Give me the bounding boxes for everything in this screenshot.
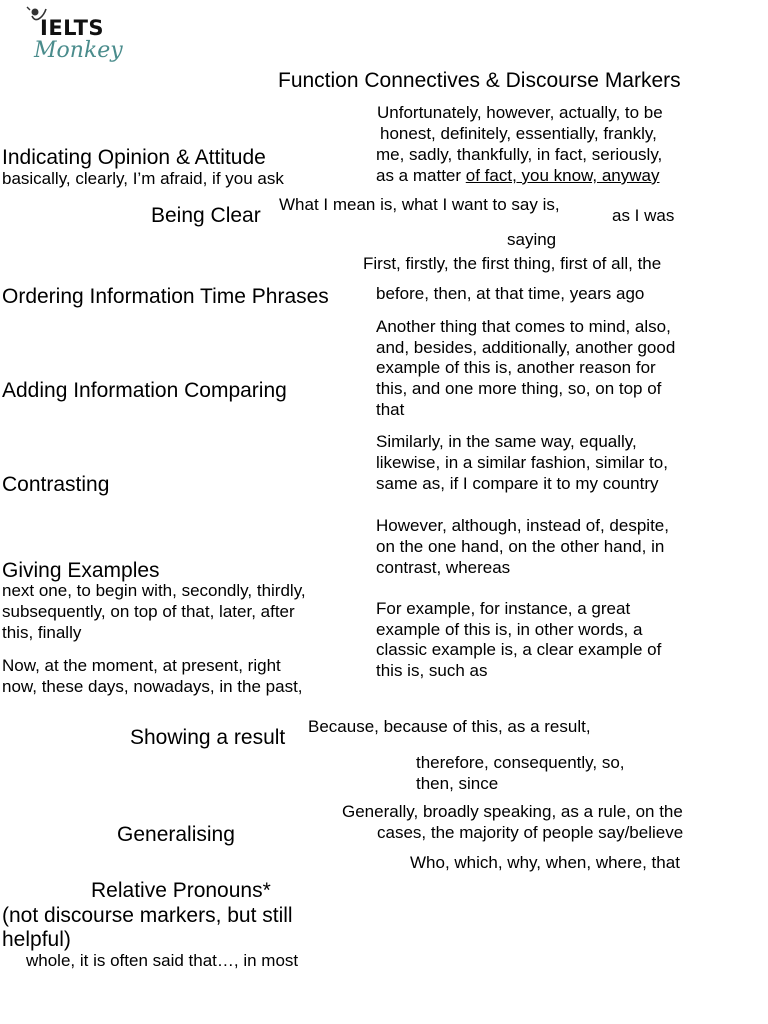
contrasting-markers-line-3: contrast, whereas [376,558,511,577]
opinion-markers-line-3: me, sadly, thankfully, in fact, seriously, [376,145,663,164]
relative-note-line-2: helpful) [2,928,71,951]
ielts-monkey-logo [26,4,126,68]
examples-markers-line-2: example of this is, in other words, a [376,620,643,639]
heading-ordering-information: Ordering Information Time Phrases [2,285,329,308]
examples-left-line-2: subsequently, on top of that, later, after [2,602,295,621]
comparing-markers-line-3: same as, if I compare it to my country [376,474,659,493]
time-phrases-line-1: Now, at the moment, at present, right [2,656,281,675]
opinion-continuation: basically, clearly, I’m afraid, if you ask [2,169,284,188]
adding-markers-line-4: this, and one more thing, so, on top of [376,379,662,398]
examples-markers-line-1: For example, for instance, a great [376,599,631,618]
comparing-markers-line-1: Similarly, in the same way, equally, [376,432,637,451]
adding-markers-line-1: Another thing that comes to mind, also, [376,317,671,336]
opinion-markers-line-1: Unfortunately, however, actually, to be [377,103,663,122]
contrasting-markers-line-1: However, although, instead of, despite, [376,516,669,535]
examples-markers-line-4: this is, such as [376,661,488,680]
heading-contrasting: Contrasting [2,473,110,496]
heading-giving-examples: Giving Examples [2,559,160,582]
opinion-markers-plain: as a matter [376,166,466,185]
adding-markers-line-5: that [376,400,405,419]
adding-markers-line-3: example of this is, another reason for [376,358,656,377]
ordering-markers-line-1: First, firstly, the first thing, first of all, the [363,254,662,273]
logo-text-monkey: Monkey [34,38,123,63]
generalising-markers-line-2: cases, the majority of people say/believe [377,823,684,842]
relative-pronouns-list: Who, which, why, when, where, that [410,853,680,872]
heading-opinion-attitude: Indicating Opinion & Attitude [2,146,266,169]
heading-showing-result: Showing a result [130,726,286,749]
relative-note-line-1: (not discourse markers, but still [2,904,293,927]
examples-left-line-3: this, finally [2,623,82,642]
clear-markers-c: saying [507,230,557,249]
opinion-markers-line-4 [376,167,659,184]
heading-generalising: Generalising [117,823,235,846]
logo-text-ielts: IELTS [40,16,105,40]
result-markers-line-3: then, since [416,774,499,793]
clear-markers-a: What I mean is, what I want to say is, [279,195,560,214]
heading-adding-information: Adding Information Comparing [2,379,287,402]
adding-markers-line-2: and, besides, additionally, another good [376,338,676,357]
time-phrases-line-2: now, these days, nowadays, in the past, [2,677,303,696]
opinion-markers-line-2: honest, definitely, essentially, frankly, [380,124,657,143]
opinion-markers-underlined: of fact, you know, anyway [465,166,660,185]
contrasting-markers-line-2: on the one hand, on the other hand, in [376,537,665,556]
ordering-markers-line-2: before, then, at that time, years ago [376,284,645,303]
examples-left-line-1: next one, to begin with, secondly, thirdly, [2,581,306,600]
clear-markers-b: as I was [612,206,675,225]
result-markers-line-1: Because, because of this, as a result, [308,717,591,736]
comparing-markers-line-2: likewise, in a similar fashion, similar to, [376,453,668,472]
examples-markers-line-3: classic example is, a clear example of [376,640,662,659]
generalising-markers-line-1: Generally, broadly speaking, as a rule, on the [342,802,683,821]
page-title: Function Connectives & Discourse Markers [278,69,681,92]
generalising-continuation: whole, it is often said that…, in most [26,951,299,970]
result-markers-line-2: therefore, consequently, so, [416,753,625,772]
heading-relative-pronouns: Relative Pronouns* [91,879,271,902]
heading-being-clear: Being Clear [151,204,261,227]
